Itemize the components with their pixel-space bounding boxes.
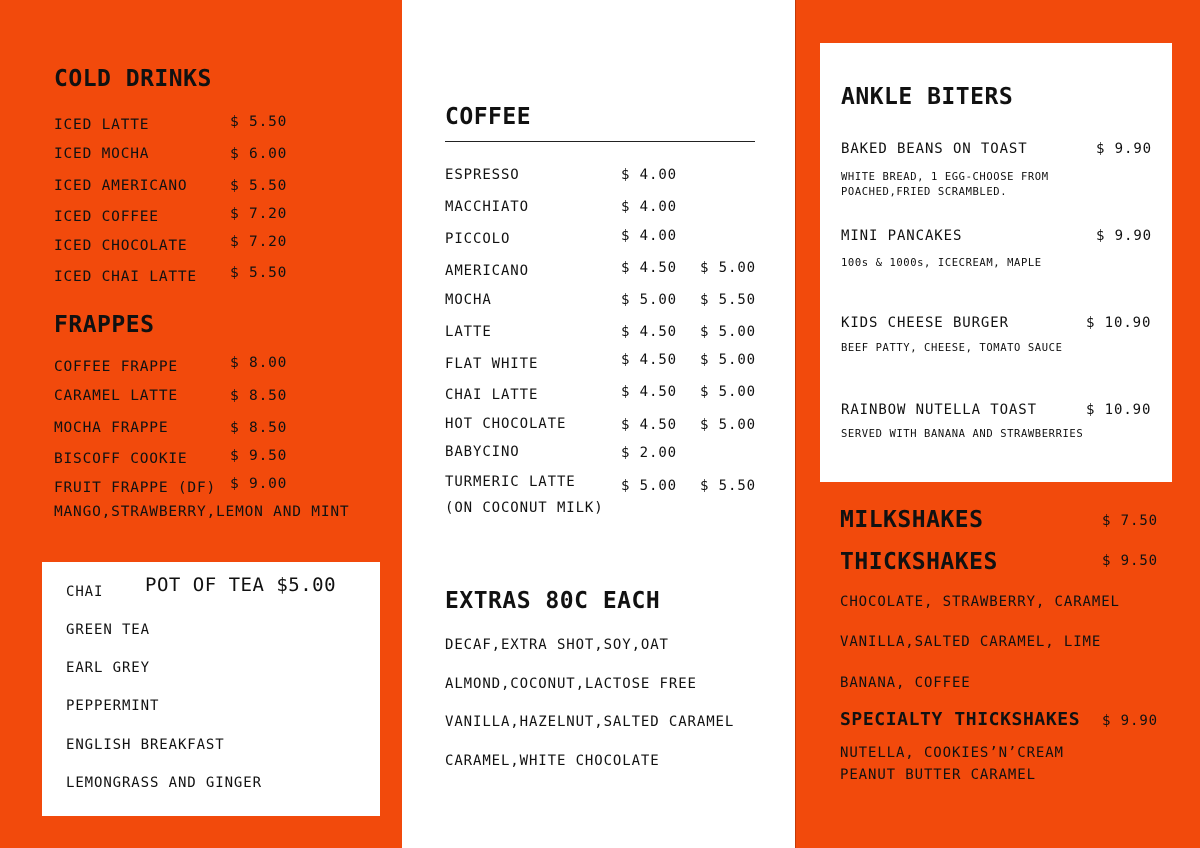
ankle-biters-heading: ANKLE BITERS: [841, 84, 1014, 110]
menu-item-price: $ 7.20: [230, 206, 288, 222]
tea-item: ENGLISH BREAKFAST: [66, 737, 225, 753]
coffee-item-price-large: $ 5.50: [700, 292, 756, 308]
milkshakes-price: $ 7.50: [1102, 513, 1158, 529]
coffee-heading: COFFEE: [445, 104, 532, 130]
extras-line: DECAF,EXTRA SHOT,SOY,OAT: [445, 637, 669, 653]
menu-item-price: $ 9.50: [230, 448, 288, 464]
menu-item-name: ICED CHAI LATTE: [54, 269, 197, 285]
kids-item-price: $ 9.90: [1096, 228, 1152, 244]
coffee-item-name: TURMERIC LATTE: [445, 474, 576, 490]
kids-item-name: BAKED BEANS ON TOAST: [841, 141, 1028, 157]
coffee-item-name: ESPRESSO: [445, 167, 520, 183]
menu-item-price: $ 5.50: [230, 265, 288, 281]
coffee-item-price-large: $ 5.50: [700, 478, 756, 494]
coffee-item-price-small: $ 4.00: [621, 199, 677, 215]
specialty-flavours: NUTELLA, COOKIES’N’CREAM: [840, 745, 1064, 761]
coffee-item-name: MOCHA: [445, 292, 492, 308]
coffee-item-price-large: $ 5.00: [700, 417, 756, 433]
menu-item-name: ICED LATTE: [54, 117, 150, 133]
turmeric-note: (ON COCONUT MILK): [445, 500, 604, 516]
coffee-item-price-small: $ 4.50: [621, 417, 677, 433]
kids-item-price: $ 10.90: [1086, 315, 1152, 331]
coffee-item-name: LATTE: [445, 324, 492, 340]
shake-flavours: BANANA, COFFEE: [840, 675, 971, 691]
kids-item-price: $ 9.90: [1096, 141, 1152, 157]
menu-item-price: $ 5.50: [230, 178, 288, 194]
specialty-thickshakes-price: $ 9.90: [1102, 713, 1158, 729]
menu-item-name: ICED COFFEE: [54, 209, 159, 225]
thickshakes-heading: THICKSHAKES: [840, 549, 998, 575]
coffee-item-name: CHAI LATTE: [445, 387, 539, 403]
coffee-item-name: AMERICANO: [445, 263, 529, 279]
menu-item-name: BISCOFF COOKIE: [54, 451, 188, 467]
coffee-item-price-large: $ 5.00: [700, 324, 756, 340]
coffee-item-price-large: $ 5.00: [700, 384, 756, 400]
tea-box: [42, 562, 380, 816]
kids-item-description: SERVED WITH BANANA AND STRAWBERRIES: [841, 428, 1084, 440]
coffee-item-name: PICCOLO: [445, 231, 511, 247]
coffee-item-price-small: $ 5.00: [621, 292, 677, 308]
menu-item-price: $ 9.00: [230, 476, 288, 492]
frappes-heading: FRAPPES: [54, 312, 155, 338]
tea-heading: POT OF TEA $5.00: [145, 574, 337, 596]
menu-item-price: $ 8.00: [230, 355, 288, 371]
menu-item-price: $ 7.20: [230, 234, 288, 250]
coffee-item-price-small: $ 4.50: [621, 384, 677, 400]
kids-item-name: MINI PANCAKES: [841, 228, 963, 244]
menu-item-price: $ 5.50: [230, 114, 288, 130]
menu-item-name: CARAMEL LATTE: [54, 388, 178, 404]
cold-drinks-heading: COLD DRINKS: [54, 66, 212, 92]
menu-item-name: MOCHA FRAPPE: [54, 420, 169, 436]
kids-item-description: 100s & 1000s, ICECREAM, MAPLE: [841, 257, 1042, 269]
extras-line: VANILLA,HAZELNUT,SALTED CARAMEL: [445, 714, 735, 730]
kids-item-name: RAINBOW NUTELLA TOAST: [841, 402, 1037, 418]
milkshakes-heading: MILKSHAKES: [840, 507, 984, 533]
kids-item-description: WHITE BREAD, 1 EGG-CHOOSE FROM: [841, 171, 1049, 183]
coffee-item-name: FLAT WHITE: [445, 356, 539, 372]
kids-item-description: POACHED,FRIED SCRAMBLED.: [841, 186, 1008, 198]
kids-item-description: BEEF PATTY, CHEESE, TOMATO SAUCE: [841, 342, 1063, 354]
tea-item: EARL GREY: [66, 660, 150, 676]
coffee-item-price-small: $ 2.00: [621, 445, 677, 461]
coffee-item-price-large: $ 5.00: [700, 352, 756, 368]
right-menu-panel: [795, 0, 1200, 848]
menu-item-name: FRUIT FRAPPE (DF): [54, 480, 217, 496]
thickshakes-price: $ 9.50: [1102, 553, 1158, 569]
menu-item-price: $ 6.00: [230, 146, 288, 162]
extras-line: CARAMEL,WHITE CHOCOLATE: [445, 753, 660, 769]
coffee-item-price-small: $ 4.00: [621, 228, 677, 244]
frappe-flavours-note: MANGO,STRAWBERRY,LEMON AND MINT: [54, 504, 350, 520]
ankle-biters-box: [820, 43, 1172, 482]
kids-item-price: $ 10.90: [1086, 402, 1152, 418]
middle-menu-panel: [402, 0, 795, 848]
coffee-item-name: MACCHIATO: [445, 199, 529, 215]
menu-item-price: $ 8.50: [230, 388, 288, 404]
kids-item-name: KIDS CHEESE BURGER: [841, 315, 1009, 331]
coffee-item-price-small: $ 4.50: [621, 352, 677, 368]
menu-item-name: COFFEE FRAPPE: [54, 359, 178, 375]
coffee-item-name: HOT CHOCOLATE: [445, 416, 567, 432]
extras-heading: EXTRAS 80C EACH: [445, 588, 661, 614]
tea-item: GREEN TEA: [66, 622, 150, 638]
coffee-divider: [445, 141, 755, 142]
tea-item: PEPPERMINT: [66, 698, 160, 714]
shake-flavours: VANILLA,SALTED CARAMEL, LIME: [840, 634, 1102, 650]
coffee-item-price-small: $ 4.50: [621, 324, 677, 340]
tea-item: LEMONGRASS AND GINGER: [66, 775, 262, 791]
menu-item-price: $ 8.50: [230, 420, 288, 436]
coffee-item-price-small: $ 4.00: [621, 167, 677, 183]
menu-item-name: ICED CHOCOLATE: [54, 238, 188, 254]
coffee-item-price-large: $ 5.00: [700, 260, 756, 276]
menu-item-name: ICED AMERICANO: [54, 178, 188, 194]
extras-line: ALMOND,COCONUT,LACTOSE FREE: [445, 676, 697, 692]
menu-item-name: ICED MOCHA: [54, 146, 150, 162]
specialty-thickshakes-heading: SPECIALTY THICKSHAKES: [840, 709, 1081, 730]
shake-flavours: CHOCOLATE, STRAWBERRY, CARAMEL: [840, 594, 1120, 610]
left-menu-panel: [0, 0, 402, 848]
tea-item: CHAI: [66, 584, 104, 600]
coffee-item-name: BABYCINO: [445, 444, 520, 460]
specialty-flavours: PEANUT BUTTER CARAMEL: [840, 767, 1036, 783]
coffee-item-price-small: $ 5.00: [621, 478, 677, 494]
coffee-item-price-small: $ 4.50: [621, 260, 677, 276]
